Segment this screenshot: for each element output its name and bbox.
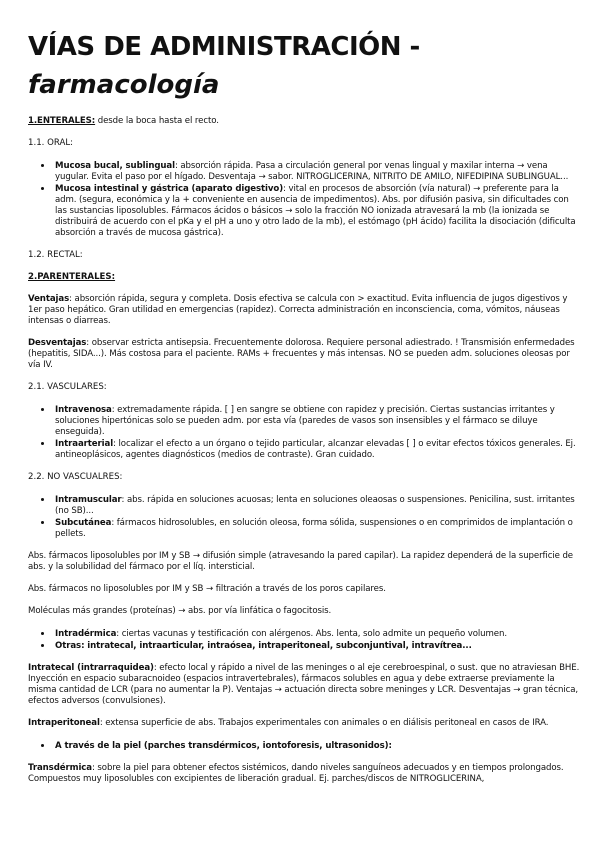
item-label: Intravenosa	[55, 405, 112, 415]
noliposolubles-paragraph: Abs. fármacos no liposolubles por IM y SB → filtración a través de los poros capilares.	[28, 584, 386, 594]
transdermica-text: : sobre la piel para obtener efectos sistémicos, dando niveles sanguíneos adecuados y en tiempos prolongados. Compuestos muy liposolubles con excipientes de liberación gradual. Ej. parches/discos de NITROGLICERINA,	[28, 763, 564, 784]
list-item	[53, 404, 580, 438]
item-text: : absorción rápida. Pasa a circulación general por venas lingual y maxilar interna → vena yugular. Evita el paso por el hígado. Desventaja → sabor. NITROGLICERINA, NITRITO DE AMILO, NIFEDIPINA SUBLINGUAL...	[55, 161, 569, 182]
enterales-paragraph	[28, 116, 580, 127]
item-text: : abs. rápida en soluciones acuosas; lenta en soluciones oleaosas o suspensiones. Penicilina, sust. irritantes (no SB)...	[55, 495, 575, 516]
otras-list	[28, 628, 580, 652]
intratecal-text: : efecto local y rápido a nivel de las meninges o al eje cerebroespinal, o sust. que no atraviesan BHE. Inyección en espacio subaracnoideo (espacios intravertebrales), fármacos solubles en agua y debe extraerse previamente la misma cantidad de LCR (para no aumentar la P). Ventajas → actuación directa sobre meninges y LCR. Desventajas → gran técnica, efectos adversos (convulsiones).	[28, 663, 580, 706]
vasculares-list	[28, 404, 580, 461]
item-label: A través de la piel (parches transdérmicos, iontoforesis, ultrasonidos):	[55, 741, 392, 751]
item-label: Intramuscular	[55, 495, 122, 505]
intratecal-paragraph	[28, 663, 580, 707]
item-text: : localizar el efecto a un órgano o tejido particular, alcanzar elevadas [ ] o evitar efectos tóxicos generales. Ej. antineoplásicos, agentes diagnósticos (medios de contraste). Gran cuidado.	[55, 439, 576, 460]
item-label: Mucosa bucal, sublingual	[55, 161, 175, 171]
list-item	[53, 183, 580, 239]
oral-list	[28, 160, 580, 239]
list-item	[53, 628, 580, 640]
item-label: Subcutánea	[55, 518, 112, 528]
enterales-text: desde la boca hasta el recto.	[95, 116, 219, 126]
ventajas-paragraph	[28, 294, 580, 327]
ventajas-label: Ventajas	[28, 294, 70, 304]
intraperitoneal-paragraph	[28, 718, 580, 729]
rectal-heading: 1.2. RECTAL:	[28, 250, 83, 260]
desventajas-paragraph	[28, 338, 580, 371]
oral-heading: 1.1. ORAL:	[28, 138, 74, 148]
list-item	[53, 740, 580, 752]
desventajas-text: : observar estricta antisepsia. Frecuentemente dolorosa. Requiere personal adiestrado. ! Transmisión enfermedades (hepatitis, SIDA...). Más costosa para el paciente. RAMs + frecuentes y más intensas. NO se pueden adm. soluciones oleosas por vía IV.	[28, 338, 575, 370]
vasculares-heading: 2.1. VASCULARES:	[28, 382, 107, 392]
transdermica-paragraph	[28, 763, 580, 785]
parenterales-label: 2.PARENTERALES:	[28, 272, 116, 282]
list-item	[53, 160, 580, 183]
item-label: Mucosa intestinal y gástrica (aparato digestivo)	[55, 184, 284, 194]
ventajas-text: : absorción rápida, segura y completa. Dosis efectiva se calcula con > exactitud. Evita influencia de jugos digestivos y 1er paso hepático. Gran utilidad en emergencias (rapidez). Correcta administración en inconsciencia, coma, vómitos, náuseas intensas o diarreas.	[28, 294, 568, 326]
item-label: Otras	[55, 641, 82, 651]
liposolubles-paragraph: Abs. fármacos liposolubles por IM y SB → difusión simple (atravesando la pared capilar). La rapidez dependerá de la superficie de abs. y la solubilidad del fármaco por el líq. intersticial.	[28, 551, 573, 572]
item-text: : ciertas vacunas y testificación con alérgenos. Abs. lenta, solo admite un pequeño volumen.	[116, 629, 507, 639]
item-label: Intraarterial	[55, 439, 114, 449]
desventajas-label: Desventajas	[28, 338, 87, 348]
list-item	[53, 494, 580, 517]
list-item	[53, 438, 580, 461]
parenterales-heading	[28, 272, 580, 283]
intratecal-label: Intratecal (intrarraquidea)	[28, 663, 154, 673]
page-subtitle: farmacología	[28, 70, 220, 100]
item-label: Intradérmica	[55, 629, 117, 639]
moleculas-paragraph: Moléculas más grandes (proteínas) → abs. por vía linfática o fagocitosis.	[28, 606, 332, 616]
item-text: : fármacos hidrosolubles, en solución oleosa, forma sólida, suspensiones o en comprimidos de implantación o pellets.	[55, 518, 573, 539]
list-item	[53, 517, 580, 540]
page-title: VÍAS DE ADMINISTRACIÓN -	[28, 32, 420, 62]
enterales-label: 1.ENTERALES:	[28, 116, 96, 126]
list-item	[53, 640, 580, 652]
intraperitoneal-label: Intraperitoneal	[28, 718, 100, 728]
novasculares-heading: 2.2. NO VASCUALRES:	[28, 472, 123, 482]
transdermica-label: Transdérmica	[28, 763, 92, 773]
intraperitoneal-text: : extensa superficie de abs. Trabajos experimentales con animales o en diálisis peritoneal en casos de IRA.	[99, 718, 549, 728]
item-text: : extremadamente rápida. [ ] en sangre se obtiene con rapidez y precisión. Ciertas sustancias irritantes y soluciones hipertónicas solo se pueden adm. por esta vía (paredes de vasos son insensibles y el fármaco se diluye enseguida).	[55, 405, 555, 437]
novasculares-list	[28, 494, 580, 540]
item-text: : intratecal, intraarticular, intraósea, intraperitoneal, subconjuntival, intravítrea...	[81, 641, 472, 651]
piel-list	[28, 740, 580, 752]
item-text: : vital en procesos de absorción (vía natural) → preferente para la adm. (segura, económica y la + conveniente en ausencia de impedimentos). Abs. por difusión pasiva, sin dificultades con las sustancias liposolubles. Fármacos ácidos o básicos → solo la fracción NO ionizada atravesará la mb (la ionizada se distribuirá de acuerdo con el pKa y el pH a uno y otro lado de la mb), el estómago (pH ácido) facilita la disociación (dificulta absorción a través de mucosa gástrica).	[55, 184, 576, 238]
